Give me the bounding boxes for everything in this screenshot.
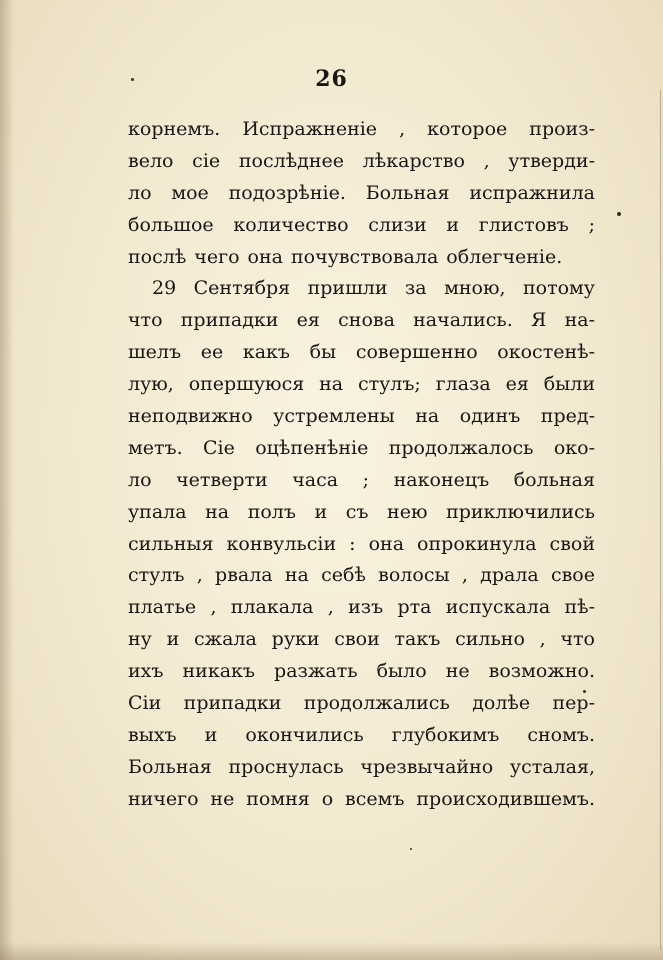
text-line: ну и сжала руки свои такъ сильно , что <box>128 628 595 651</box>
ink-speck <box>410 848 412 850</box>
text-line: шелъ ее какъ бы совершенно окостенѣ- <box>128 341 595 364</box>
text-line: Сіи припадки продолжались долѣе пер- <box>128 692 595 715</box>
text-line: послѣ чего она почувствовала облегченіе. <box>128 245 563 268</box>
text-line: что припадки ея снова начались. Я на- <box>128 309 595 332</box>
text-line: 29 Сентября пришли за мною, потому <box>152 277 595 300</box>
text-line: ло четверти часа ; наконецъ больная <box>128 468 595 491</box>
body-text <box>128 114 595 816</box>
page-right-edge <box>660 90 661 950</box>
page-bottom-shadow <box>0 942 663 960</box>
text-line: стулъ , рвала на себѣ волосы , драла свое <box>128 564 595 587</box>
text-line: вело сіе послѣднее лѣкарство , утверди- <box>128 149 595 172</box>
text-line: сильныя конвульсіи : она опрокинула свой <box>128 532 595 555</box>
text-line: ихъ никакъ разжать было не возможно. <box>128 660 595 683</box>
text-line: упала на полъ и съ нею приключились <box>128 500 595 523</box>
text-line: неподвижно устремлены на одинъ пред- <box>128 405 595 428</box>
text-line: большое количество слизи и глистовъ ; <box>128 213 595 236</box>
ink-speck <box>617 212 621 216</box>
text-line: платье , плакала , изъ рта испускала пѣ- <box>128 596 595 619</box>
text-line: ничего не помня о всемъ происходившемъ. <box>128 787 595 810</box>
text-line: выхъ и окончились глубокимъ сномъ. <box>128 723 595 746</box>
text-line: ло мое подозрѣніе. Больная испражнила <box>128 181 595 204</box>
text-line: лую, опершуюся на стулъ; глаза ея были <box>128 373 595 396</box>
page-left-shadow <box>0 0 14 960</box>
page-number: 26 <box>315 66 348 92</box>
text-line: метъ. Сіе оцѣпенѣніе продолжалось око- <box>128 436 595 459</box>
text-line: Больная проснулась чрезвычайно усталая, <box>128 755 595 778</box>
text-line: корнемъ. Испражненіе , которое произ- <box>128 118 595 140</box>
